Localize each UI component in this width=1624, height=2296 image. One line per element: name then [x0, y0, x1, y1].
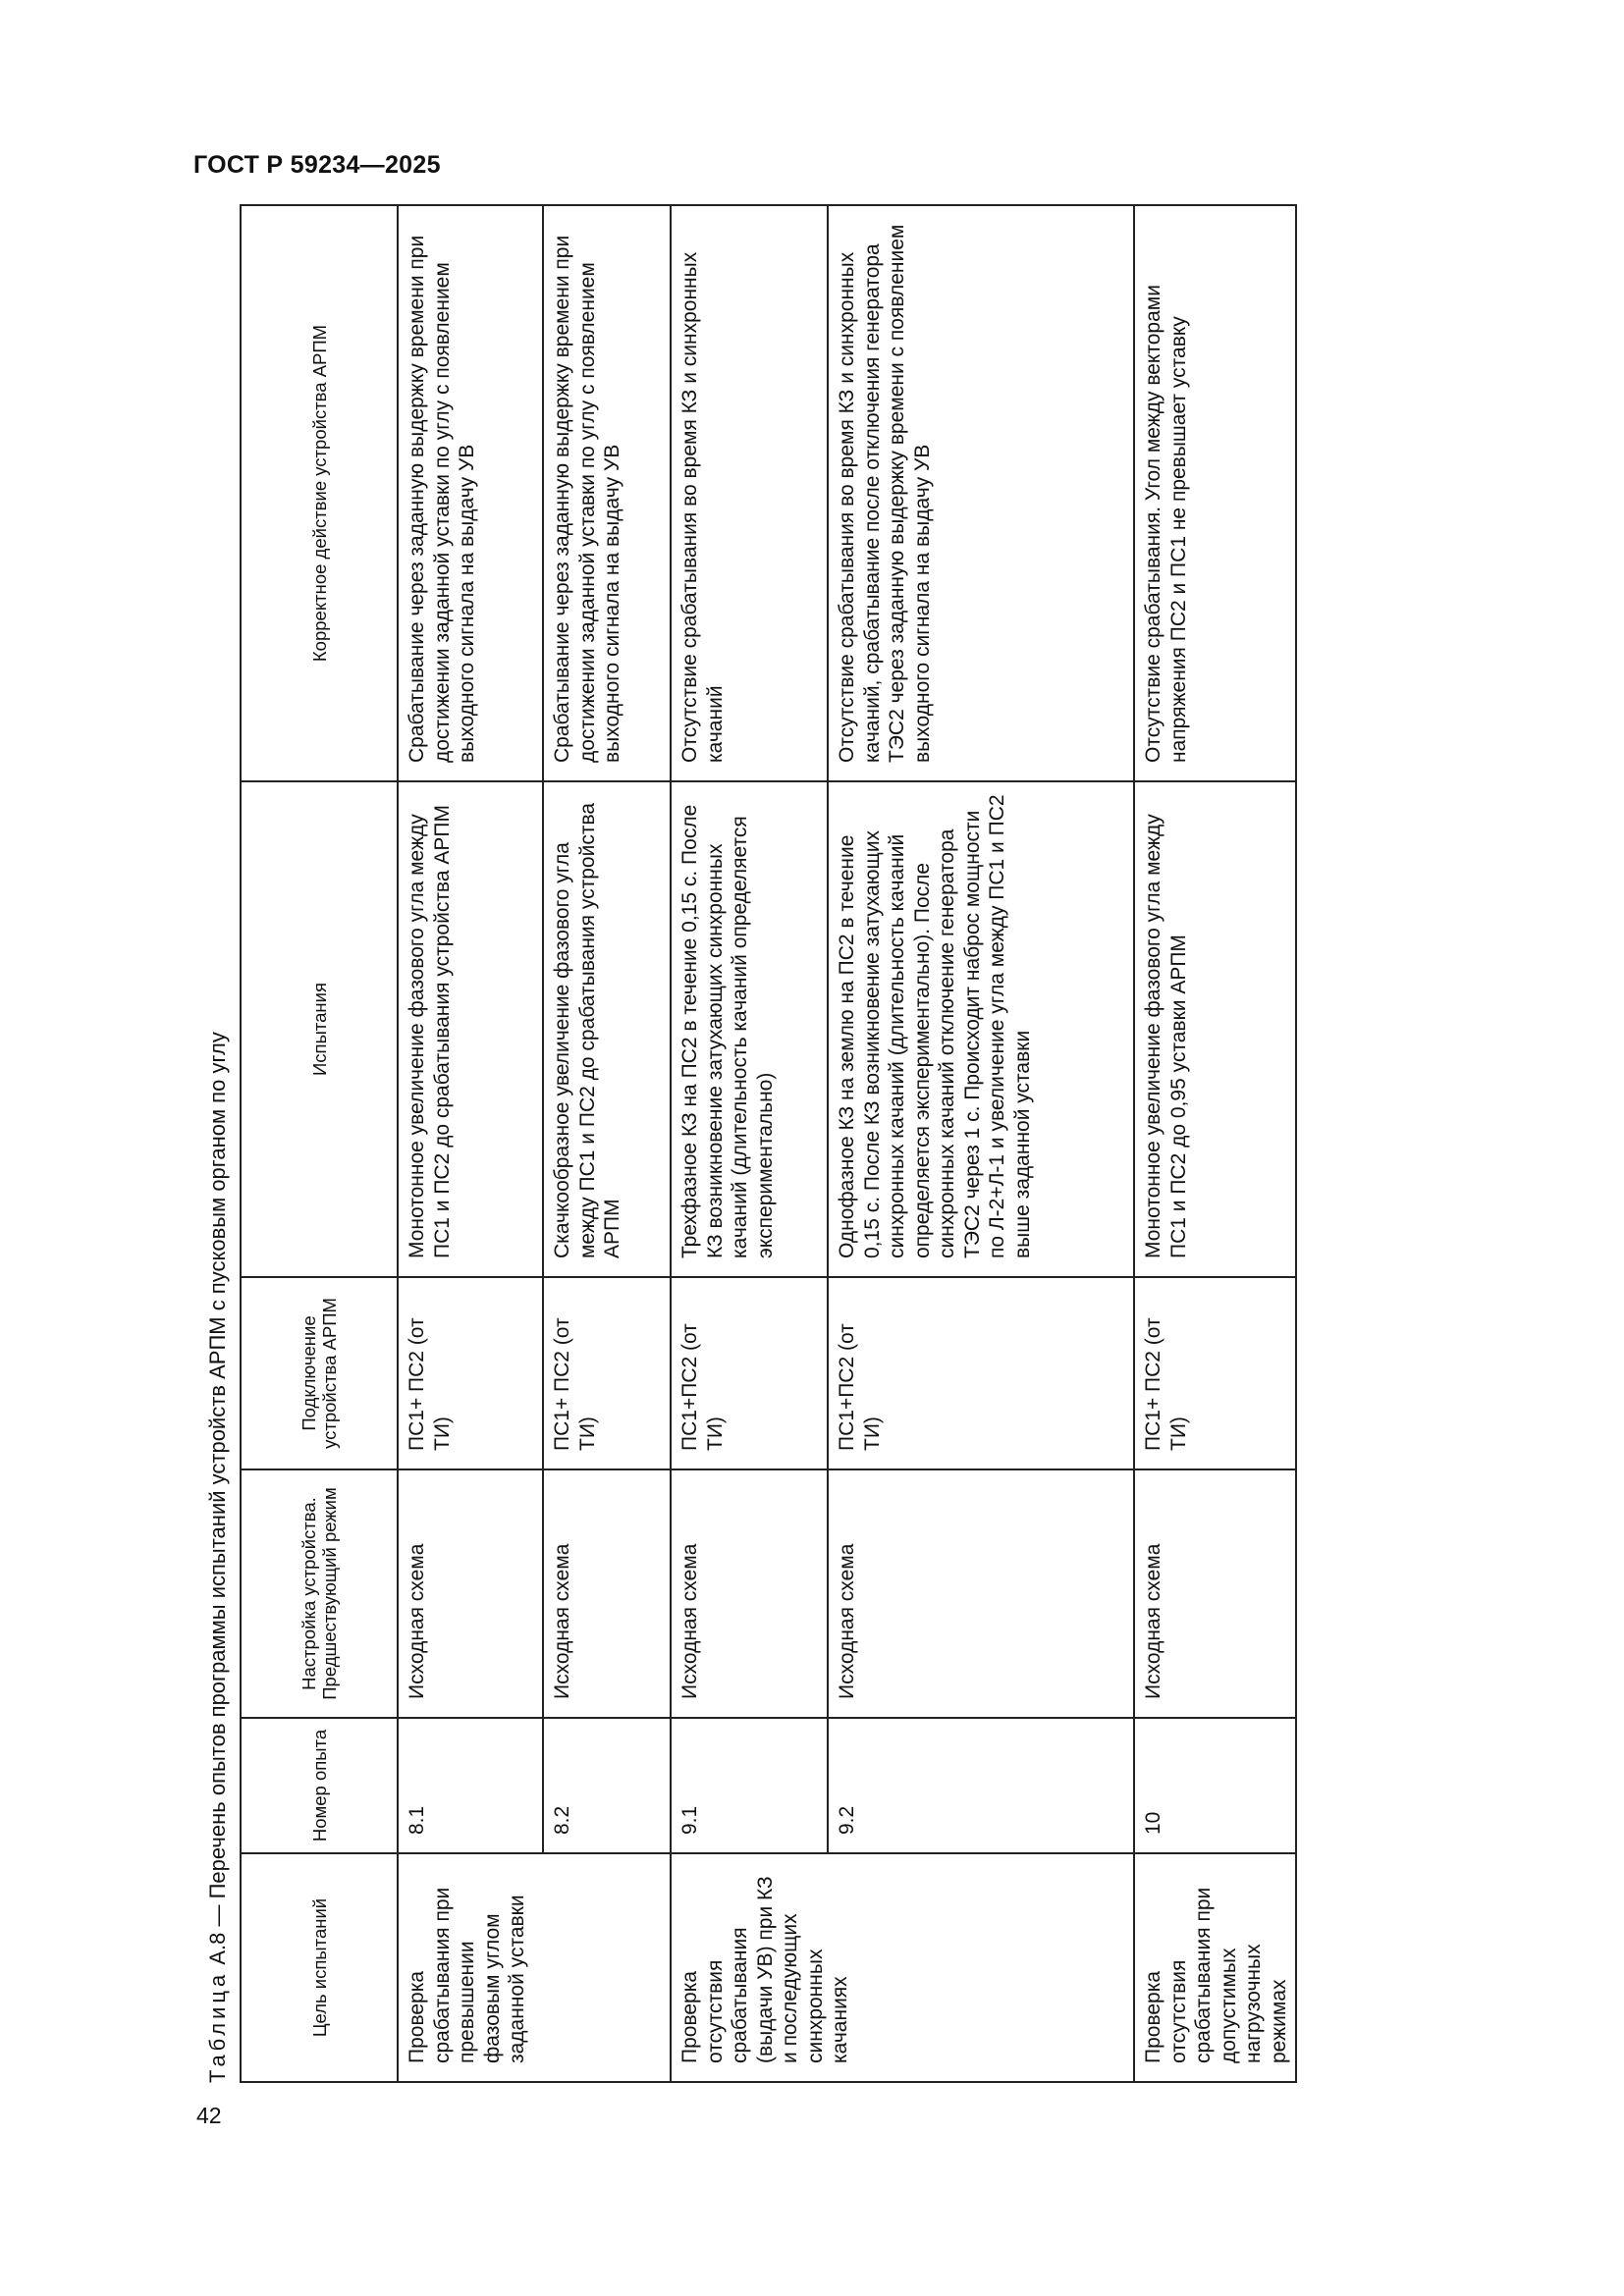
- connection-cell: ПС1+ ПС2 (от ТИ): [543, 1277, 671, 1469]
- setup-cell: Исходная схема: [1134, 1469, 1296, 1718]
- page-number: 42: [196, 2103, 222, 2128]
- connection-cell: ПС1+ ПС2 (от ТИ): [1134, 1277, 1296, 1469]
- goal-cell: Проверка отсутствия срабатывания при допустимых нагрузочных режимах: [1134, 1853, 1296, 2082]
- table-header-row: [241, 205, 398, 2082]
- document-code: ГОСТ Р 59234—2025: [193, 151, 441, 179]
- header-correct-action: Корректное действие устройства АРПМ: [241, 205, 398, 781]
- goal-cell: Проверка срабатывания при превышении фазовым углом заданной уставки: [398, 1853, 671, 2082]
- table-caption-text: А.8 — Перечень опытов программы испытаний устройств АРПМ с пусковым органом по углу: [205, 1032, 230, 1971]
- table-row: [828, 205, 1134, 2082]
- goal-cell: Проверка отсутствия срабатывания (выдачи УВ) при КЗ и последующих синхронных качаниях: [671, 1853, 1134, 2082]
- setup-cell: Исходная схема: [671, 1469, 828, 1718]
- correct-action-cell: Отсутствие срабатывания во время КЗ и синхронных качаний, срабатывание после отключения генератора ТЭС2 через заданную выдержку времени с появлением выходного сигнала на выдачу УВ: [828, 205, 1134, 781]
- connection-cell: ПС1+ПС2 (от ТИ): [828, 1277, 1134, 1469]
- table-row: [543, 205, 671, 2082]
- test-description-cell: Трехфазное КЗ на ПС2 в течение 0,15 с. После КЗ возникновение затухающих синхронных качаний (длительность качаний определяется экспериментально): [671, 781, 828, 1277]
- correct-action-cell: Отсутствие срабатывания во время КЗ и синхронных качаний: [671, 205, 828, 781]
- test-number-cell: 10: [1134, 1718, 1296, 1853]
- connection-cell: ПС1+ПС2 (от ТИ): [671, 1277, 828, 1469]
- table-caption: [196, 206, 240, 2083]
- header-goal: Цель испытаний: [241, 1853, 398, 2082]
- correct-action-cell: Отсутствие срабатывания. Угол между векторами напряжения ПС2 и ПС1 не превышает уставку: [1134, 205, 1296, 781]
- test-number-cell: 8.1: [398, 1718, 543, 1853]
- table-row: [671, 205, 828, 2082]
- test-number-cell: 8.2: [543, 1718, 671, 1853]
- connection-cell: ПС1+ ПС2 (от ТИ): [398, 1277, 543, 1469]
- correct-action-cell: Срабатывание через заданную выдержку времени при достижении заданной уставки по углу с появлением выходного сигнала на выдачу УВ: [398, 205, 543, 781]
- header-setup: Настройка устройства. Предшествующий режим: [241, 1469, 398, 1718]
- setup-cell: Исходная схема: [543, 1469, 671, 1718]
- test-program-table: [240, 204, 1297, 2083]
- header-test-number: Номер опыта: [241, 1718, 398, 1853]
- test-number-cell: 9.2: [828, 1718, 1134, 1853]
- correct-action-cell: Срабатывание через заданную выдержку времени при достижении заданной уставки по углу с появлением выходного сигнала на выдачу УВ: [543, 205, 671, 781]
- test-description-cell: Монотонное увеличение фазового угла между ПС1 и ПС2 до срабатывания устройства АРПМ: [398, 781, 543, 1277]
- test-description-cell: Монотонное увеличение фазового угла между ПС1 и ПС2 до 0,95 уставки АРПМ: [1134, 781, 1296, 1277]
- header-tests: Испытания: [241, 781, 398, 1277]
- table-caption-label: Таблица: [205, 1970, 230, 2083]
- setup-cell: Исходная схема: [398, 1469, 543, 1718]
- test-description-cell: Скачкообразное увеличение фазового угла между ПС1 и ПС2 до срабатывания устройства АРПМ: [543, 781, 671, 1277]
- setup-cell: Исходная схема: [828, 1469, 1134, 1718]
- header-connection: Подключение устройства АРПМ: [241, 1277, 398, 1469]
- test-description-cell: Однофазное КЗ на землю на ПС2 в течение 0,15 с. После КЗ возникновение затухающих синхронных качаний (длительность качаний определяется экспериментально). После синхронных качаний отключение генератора ТЭС2 через 1 с. Происходит наброс мощности по Л-2+Л-1 и увеличение угла между ПС1 и ПС2 выше заданной уставки: [828, 781, 1134, 1277]
- table-row: [398, 205, 543, 2082]
- test-number-cell: 9.1: [671, 1718, 828, 1853]
- table-row: [1134, 205, 1296, 2082]
- rotated-table-block: [196, 206, 1290, 2083]
